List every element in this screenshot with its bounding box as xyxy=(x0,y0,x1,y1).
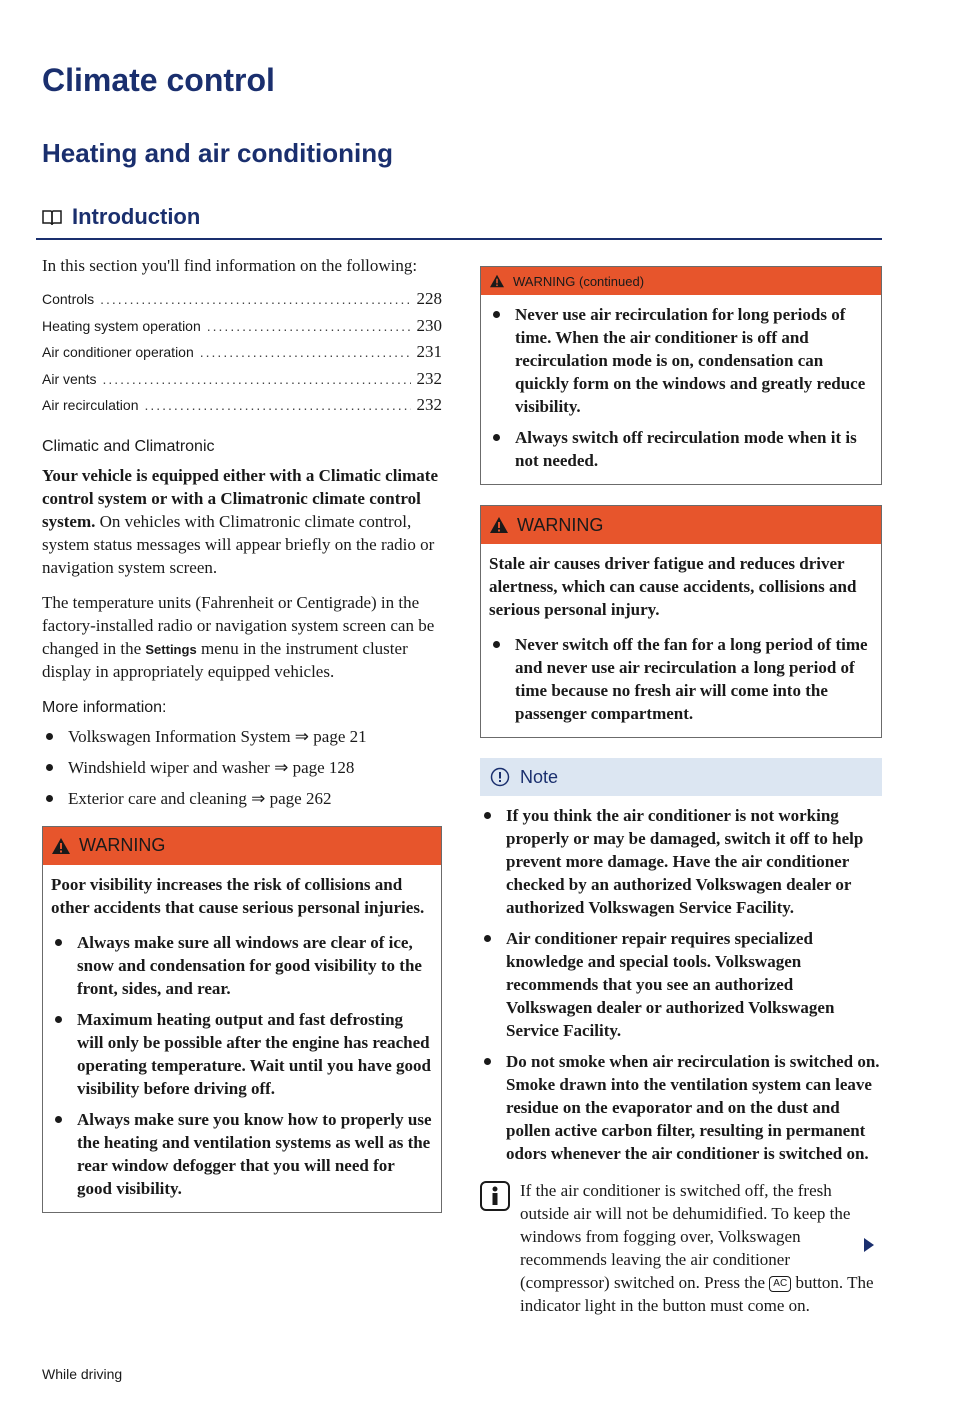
toc-item[interactable]: Air conditioner operation ..... 231 xyxy=(42,342,442,369)
more-info-link[interactable]: Volkswagen Information System ⇒ page 21 xyxy=(42,725,442,748)
warning-continued-header: WARNING (continued) xyxy=(481,267,881,295)
left-column xyxy=(42,254,442,1233)
intro-text: In this section you'll find information on the following: xyxy=(42,256,418,275)
info-icon xyxy=(480,1181,510,1211)
more-info-link[interactable]: Windshield wiper and washer ⇒ page 128 xyxy=(42,756,442,779)
toc-item[interactable]: Air recirculation ..... 232 xyxy=(42,395,442,422)
warning-item: Never switch off the fan for a long period of time and never use air recirculation a long period of time because no fresh air will come into the passenger compartment. xyxy=(489,633,873,725)
continue-arrow-icon xyxy=(864,1238,874,1252)
warning-triangle-icon xyxy=(489,274,505,288)
info-tip xyxy=(480,1179,882,1317)
section-title: Heating and air conditioning xyxy=(42,138,393,168)
climatic-paragraph: Your vehicle is equipped either with a Climatic climate control system or with a Climatronic climate control system. On vehicles with Climatronic climate control, system status messages will appear briefly on the radio or navigation system screen. xyxy=(42,465,439,577)
page-title: Climate control xyxy=(42,62,275,98)
warning-lead: Stale air causes driver fatigue and reduces driver alertness, which can cause accidents, collisions and serious personal injury. xyxy=(489,554,857,619)
note-item: Air conditioner repair requires specialized knowledge and special tools. Volkswagen recommends that you see an authorized Volkswagen dealer or authorized Volkswagen Service Facility. xyxy=(480,927,882,1042)
toc-list xyxy=(42,289,442,422)
info-tip-text: If the air conditioner is switched off, the fresh outside air will not be dehumidified. To keep the windows from fogging over, Volkswagen recommends leaving the air conditioner (compressor) switched on. Press the AC button. The indicator light in the button must come on. xyxy=(520,1181,874,1315)
toc-item[interactable]: Air vents ..... 232 xyxy=(42,369,442,396)
intro-heading xyxy=(42,204,200,230)
warning-item: Maximum heating output and fast defrosting will only be possible after the engine has reached operating temperature. Wait until you have good visibility before driving off. xyxy=(51,1008,433,1100)
warning-continued-box xyxy=(480,266,882,485)
note-info-icon xyxy=(490,767,510,787)
book-icon xyxy=(42,209,62,225)
more-info-link[interactable]: Exterior care and cleaning ⇒ page 262 xyxy=(42,787,442,810)
toc-item[interactable]: Heating system operation ..... 230 xyxy=(42,316,442,343)
warning-triangle-icon xyxy=(51,837,71,855)
temperature-paragraph: The temperature units (Fahrenheit or Centigrade) in the factory-installed radio or navigation system screen can be changed in the Settings menu in the instrument cluster display in appropriately equipped vehicles. xyxy=(42,592,435,681)
warning-box xyxy=(42,826,442,1213)
note-list xyxy=(480,804,882,1165)
page-footer: While driving xyxy=(42,1366,123,1382)
right-column xyxy=(480,266,882,1317)
more-info-heading: More information: xyxy=(42,698,167,716)
warning-lead: Poor visibility increases the risk of collisions and other accidents that cause serious personal injuries. xyxy=(51,874,425,917)
warning-header: WARNING xyxy=(43,827,441,865)
warning-header: WARNING xyxy=(481,506,881,544)
toc-item[interactable]: Controls ..... 228 xyxy=(42,289,442,316)
note-header: Note xyxy=(480,758,882,796)
more-info-list xyxy=(42,725,442,810)
section-divider xyxy=(36,238,882,240)
warning-box-stale-air xyxy=(480,505,882,738)
note-item: If you think the air conditioner is not working properly or may be damaged, switch it off to help prevent more damage. Have the air conditioner checked by an authorized Volkswagen dealer or authorized Volkswagen Service Facility. xyxy=(480,804,882,919)
warning-triangle-icon xyxy=(489,516,509,534)
intro-label: Introduction xyxy=(72,204,201,229)
note-item: Do not smoke when air recirculation is switched on. Smoke drawn into the ventilation system can leave residue on the evaporator and on the dust and pollen active carbon filter, resulting in permanent odors whenever the air conditioner is switched on. xyxy=(480,1050,882,1165)
ac-button-icon: AC xyxy=(769,1276,791,1292)
warning-item: Always make sure all windows are clear of ice, snow and condensation for good visibility to the front, sides, and rear. xyxy=(51,931,433,1000)
warning-item: Always switch off recirculation mode when it is not needed. xyxy=(489,426,873,472)
climatic-heading: Climatic and Climatronic xyxy=(42,437,215,455)
warning-item: Always make sure you know how to properly use the heating and ventilation systems as well as the rear window defogger that you will need for good visibility. xyxy=(51,1108,433,1200)
warning-item: Never use air recirculation for long periods of time. When the air conditioner is off and recirculation mode is on, condensation can quickly form on the windows and greatly reduce visibility. xyxy=(489,303,873,418)
